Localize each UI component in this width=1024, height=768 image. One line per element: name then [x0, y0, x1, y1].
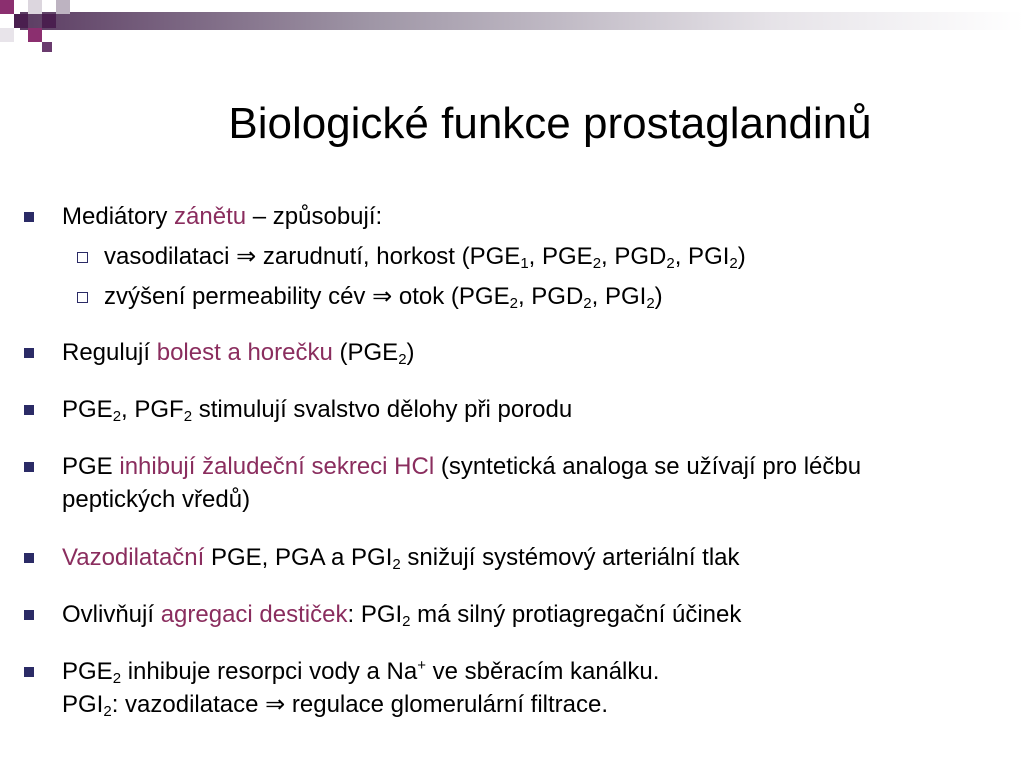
bullet-mediators: Mediátory zánětu – způsobují:: [62, 200, 382, 233]
subbullet-vasodilation: vasodilataci ⇒ zarudnutí, horkost ($PGE_1$, $PGE_2$, $PGD_2$, $PGI_2$): [104, 240, 746, 273]
square-bullet-icon: [24, 212, 34, 222]
bullet-vasodilatory: Vazodilatační PGE, PGA a $PGI_2$ snižují systémový arteriální tlak: [62, 541, 740, 574]
square-bullet-icon: [24, 348, 34, 358]
hollow-square-bullet-icon: [77, 252, 88, 263]
highlight-text: zánětu: [174, 203, 247, 230]
square-bullet-icon: [24, 667, 34, 677]
bullet-gastric: PGE inhibují žaludeční sekreci HCl (syntetická analoga se užívají pro léčbu peptických vředů): [62, 450, 861, 516]
slide-title: Biologické funkce prostaglandinů: [228, 99, 872, 148]
highlight-text: inhibují žaludeční sekreci HCl: [119, 453, 435, 480]
decorative-header-pattern: [0, 0, 1024, 60]
bullet-kidney: $PGE_2$ inhibuje resorpci vody a Na+ ve sběracím kanálku. $PGI_2$: vazodilatace ⇒ regulace glomerulární filtrace.: [62, 655, 659, 721]
square-bullet-icon: [24, 405, 34, 415]
bullet-pain-fever: Regulují bolest a horečku $(PGE_2)$: [62, 336, 415, 369]
implies-arrow-icon: ⇒: [372, 283, 393, 310]
implies-arrow-icon: ⇒: [236, 243, 257, 270]
square-bullet-icon: [24, 610, 34, 620]
square-bullet-icon: [24, 553, 34, 563]
bullet-platelets: Ovlivňují agregaci destiček: $PGI_2$ má silný protiagregační účinek: [62, 598, 741, 631]
hollow-square-bullet-icon: [77, 292, 88, 303]
highlight-text: bolest a horečku: [156, 339, 333, 366]
highlight-text: agregaci destiček: [160, 601, 348, 628]
implies-arrow-icon: ⇒: [265, 691, 286, 718]
square-bullet-icon: [24, 462, 34, 472]
bullet-uterus: $PGE_2$, $PGF_2$ stimulují svalstvo dělohy při porodu: [62, 393, 572, 426]
highlight-text: Vazodilatační: [62, 544, 205, 571]
subbullet-permeability: zvýšení permeability cév ⇒ otok ($PGE_2$, $PGD_2$, $PGI_2$): [104, 280, 663, 313]
